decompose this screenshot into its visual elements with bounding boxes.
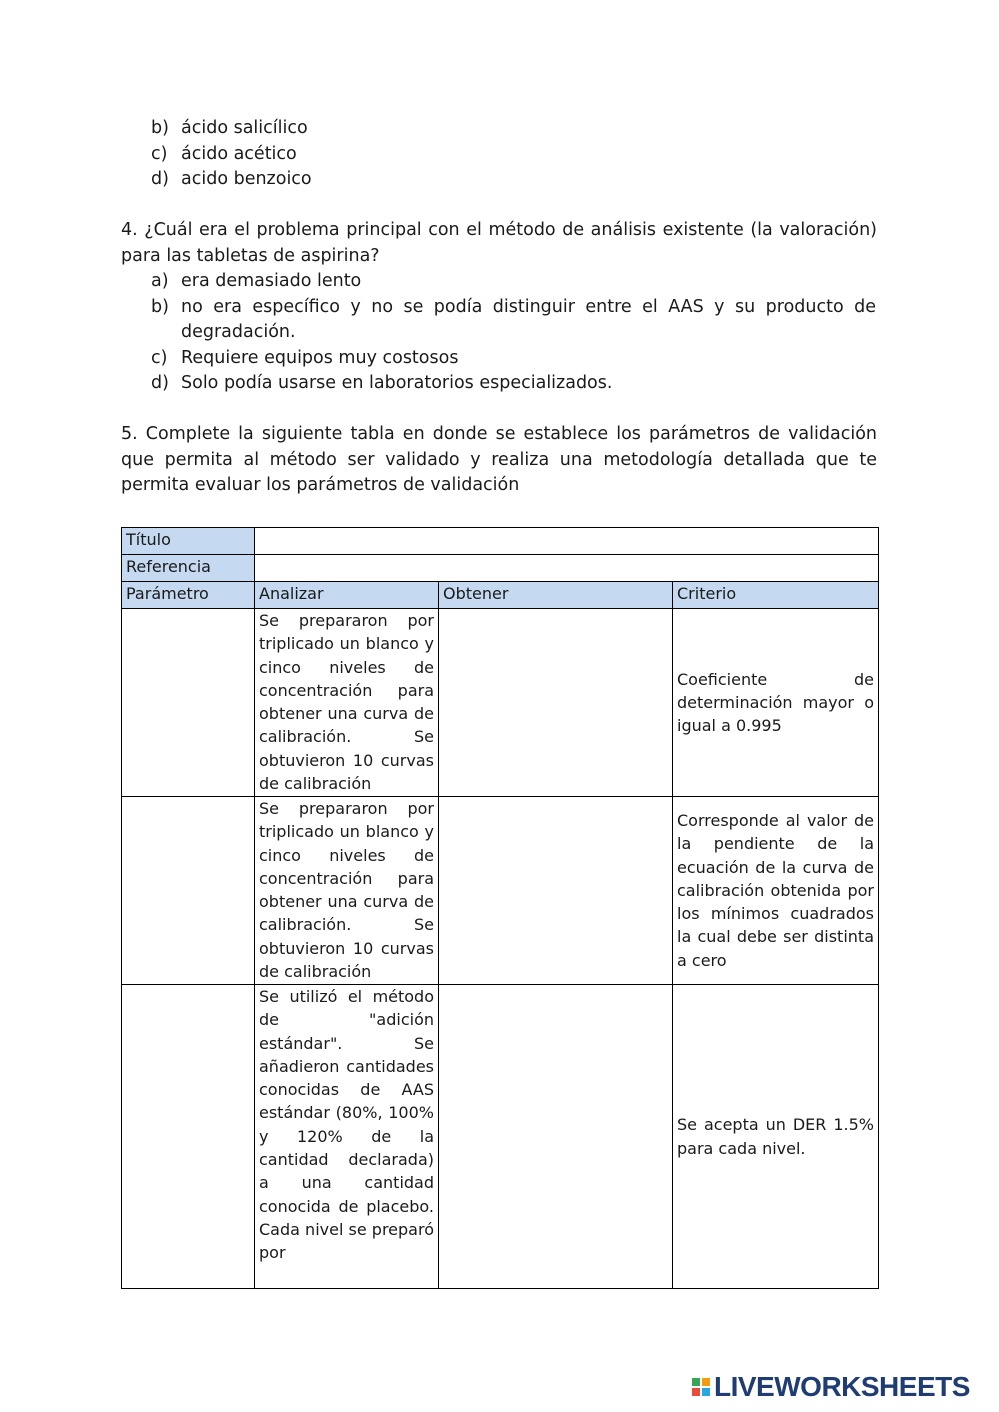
logo-squares-icon — [692, 1378, 710, 1396]
obtener-input[interactable] — [439, 797, 673, 985]
reference-row — [122, 555, 879, 582]
analizar-cell: Se utilizó el método de "adición estándar". Se añadieron cantidades conocidas de AAS estándar (80%, 100% y 120% de la cantidad declarada) a una cantidad conocida de placebo. Cada nivel se preparó por — [255, 985, 439, 1289]
criterio-cell: Corresponde al valor de la pendiente de la ecuación de la curva de calibración obtenida por los mínimos cuadrados la cual debe ser distinta a cero — [673, 797, 879, 985]
header-criterio: Criterio — [673, 582, 879, 609]
logo-square — [702, 1378, 710, 1386]
liveworksheets-logo — [692, 1372, 970, 1402]
logo-square — [692, 1378, 700, 1386]
question-4: 4. ¿Cuál era el problema principal con el método de análisis existente (la valoración) para las tabletas de aspirina? — [121, 220, 877, 266]
logo-square — [692, 1388, 700, 1396]
referencia-input[interactable] — [255, 555, 879, 582]
titulo-label: Título — [122, 528, 255, 555]
header-obtener: Obtener — [439, 582, 673, 609]
criterio-cell: Se acepta un DER 1.5% para cada nivel. — [673, 985, 879, 1289]
title-row — [122, 528, 879, 555]
option: d) acido benzoico — [151, 169, 312, 189]
q3-options — [151, 116, 876, 193]
option: a) era demasiado lento — [151, 271, 362, 291]
obtener-input[interactable] — [439, 985, 673, 1289]
logo-square — [702, 1388, 710, 1396]
parametro-input[interactable] — [122, 985, 255, 1289]
header-analizar: Analizar — [255, 582, 439, 609]
option: b) ácido salicílico — [151, 118, 308, 138]
parametro-input[interactable] — [122, 797, 255, 985]
analizar-cell: Se prepararon por triplicado un blanco y cinco niveles de concentración para obtener una curva de calibración. Se obtuvieron 10 curvas de calibración — [255, 609, 439, 797]
header-row — [122, 582, 879, 609]
q4-options — [151, 269, 876, 397]
option: b) no era específico y no se podía distinguir entre el AAS y su producto de degradación. — [151, 296, 876, 342]
referencia-label: Referencia — [122, 555, 255, 582]
question-5: 5. Complete la siguiente tabla en donde se establece los parámetros de validación que permita al método ser validado y realiza una metodología detallada que te permita evaluar los parámetros de validación — [121, 424, 877, 495]
header-parametro: Parámetro — [122, 582, 255, 609]
analizar-cell: Se prepararon por triplicado un blanco y cinco niveles de concentración para obtener una curva de calibración. Se obtuvieron 10 curvas de calibración — [255, 797, 439, 985]
logo-text: LIVEWORKSHEETS — [714, 1371, 970, 1402]
obtener-input[interactable] — [439, 609, 673, 797]
table-row — [122, 797, 879, 985]
criterio-cell: Coeficiente de determinación mayor o igual a 0.995 — [673, 609, 879, 797]
option: d) Solo podía usarse en laboratorios especializados. — [151, 373, 613, 393]
table-row — [122, 985, 879, 1289]
parametro-input[interactable] — [122, 609, 255, 797]
option: c) Requiere equipos muy costosos — [151, 347, 459, 368]
validation-table — [121, 527, 879, 1289]
titulo-input[interactable] — [255, 528, 879, 555]
option: c) ácido acético — [151, 143, 297, 164]
table-row — [122, 609, 879, 797]
